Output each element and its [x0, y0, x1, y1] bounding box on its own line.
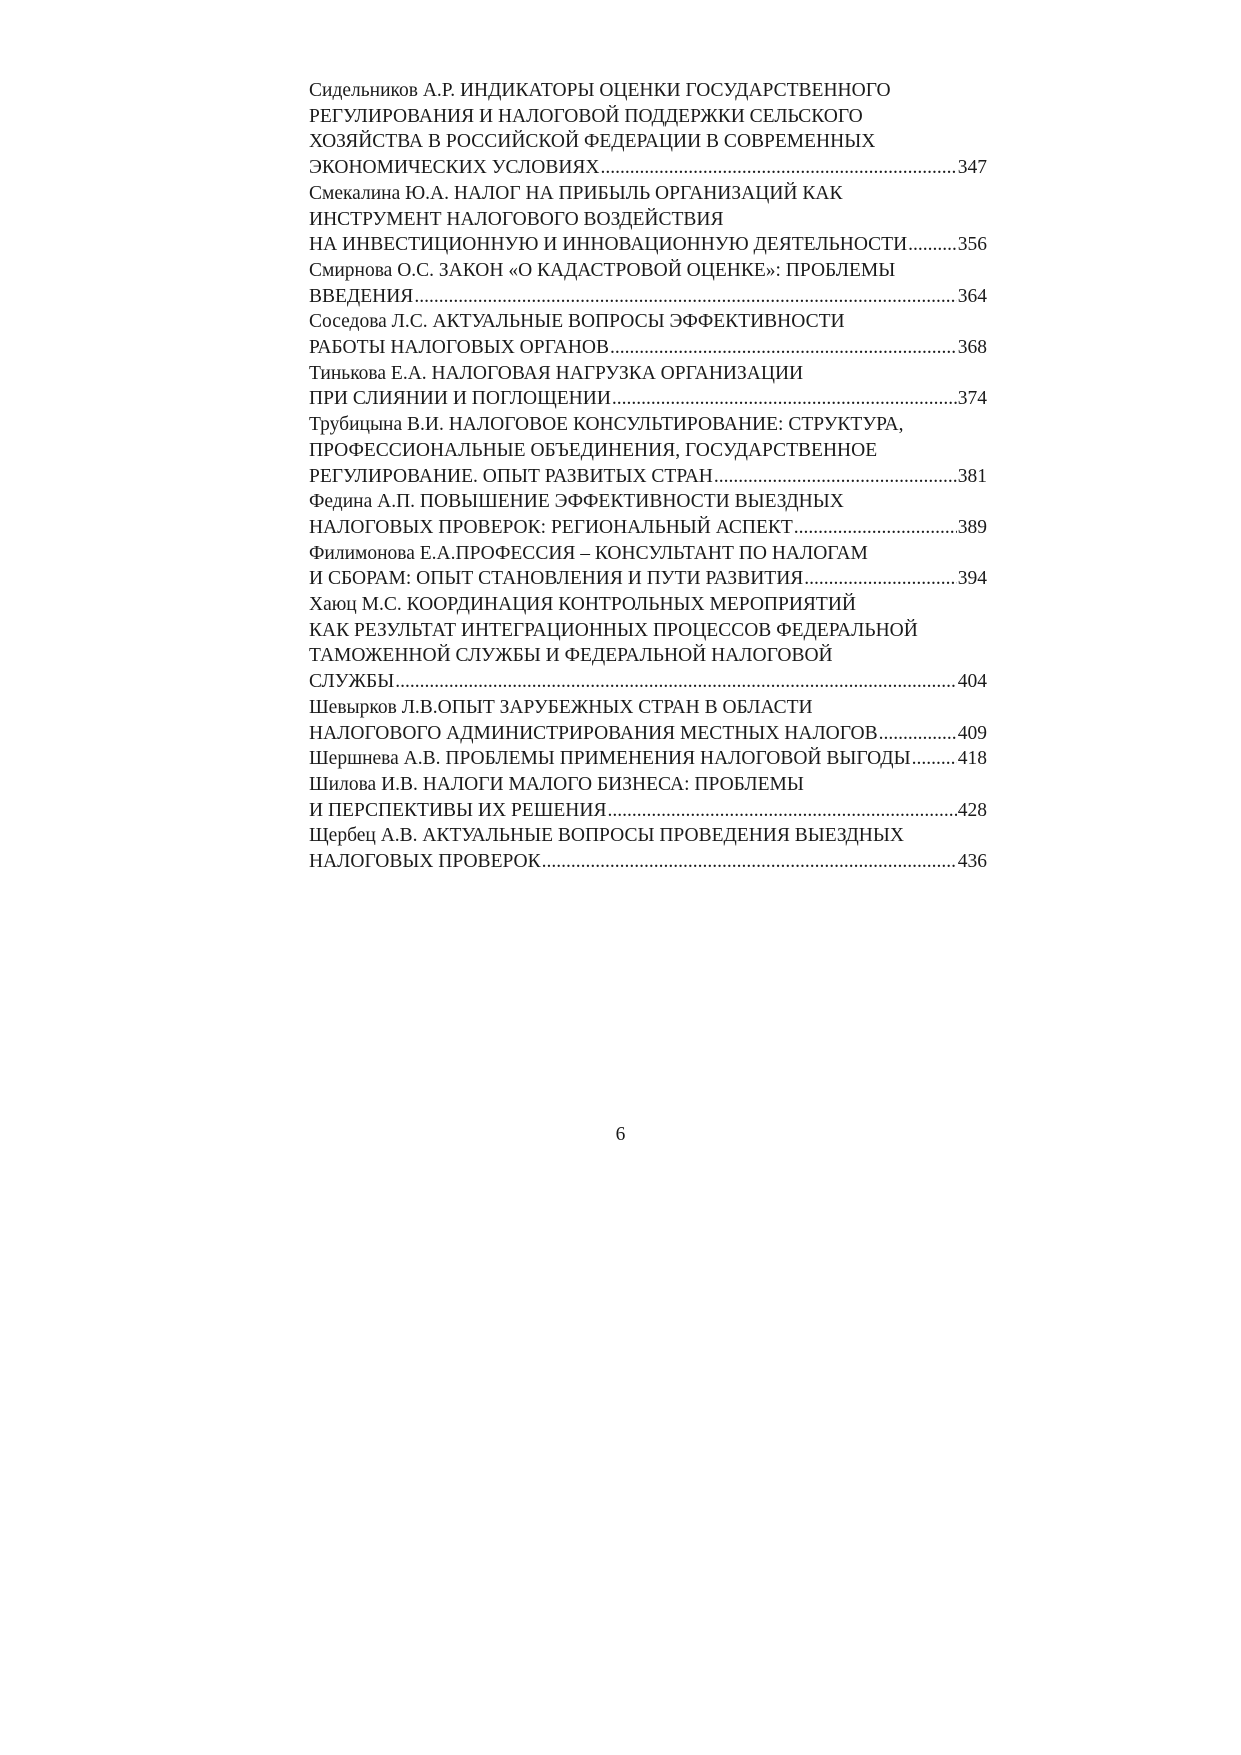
toc-page-number: 418 [957, 748, 987, 770]
toc-entry-line: Щербец А.В. АКТУАЛЬНЫЕ ВОПРОСЫ ПРОВЕДЕНИЯ ВЫЕЗДНЫХ [309, 825, 904, 847]
toc-entry-line: Шилова И.В. НАЛОГИ МАЛОГО БИЗНЕСА: ПРОБЛЕМЫ [309, 773, 804, 795]
dot-leader [794, 515, 957, 541]
toc-entry-line: Федина А.П. ПОВЫШЕНИЕ ЭФФЕКТИВНОСТИ ВЫЕЗДНЫХ [309, 491, 844, 513]
toc-entry-last-line [309, 232, 987, 258]
toc-page-number: 428 [957, 799, 987, 821]
toc-entry[interactable] [309, 78, 987, 181]
toc-entry-line: НАЛОГОВОГО АДМИНИСТРИРОВАНИЯ МЕСТНЫХ НАЛОГОВ [309, 722, 878, 744]
toc-entry-line: Смирнова О.С. ЗАКОН «О КАДАСТРОВОЙ ОЦЕНКЕ»: ПРОБЛЕМЫ [309, 259, 896, 281]
dot-leader [879, 721, 957, 747]
toc-entry-line: Тинькова Е.А. НАЛОГОВАЯ НАГРУЗКА ОРГАНИЗАЦИИ [309, 362, 804, 384]
toc-entry-last-line [309, 798, 987, 824]
toc-entry-line: ЭКОНОМИЧЕСКИХ УСЛОВИЯХ [309, 157, 600, 179]
toc-entry[interactable] [309, 823, 987, 874]
toc-entry-line: СЛУЖБЫ [309, 671, 395, 693]
page-number: 6 [615, 1124, 626, 1145]
toc-page-number: 436 [957, 851, 987, 873]
dot-leader [612, 386, 957, 412]
toc-entry-last-line [309, 721, 987, 747]
dot-leader [804, 566, 956, 592]
dot-leader [607, 798, 956, 824]
toc-entry-line: Филимонова Е.А.ПРОФЕССИЯ – КОНСУЛЬТАНТ ПО НАЛОГАМ [309, 542, 868, 564]
toc-entry-line: КАК РЕЗУЛЬТАТ ИНТЕГРАЦИОННЫХ ПРОЦЕССОВ ФЕДЕРАЛЬНОЙ [309, 619, 918, 641]
toc-entry-line: НАЛОГОВЫХ ПРОВЕРОК: РЕГИОНАЛЬНЫЙ АСПЕКТ [309, 516, 793, 538]
dot-leader [601, 155, 957, 181]
toc-entry[interactable] [309, 258, 987, 309]
toc-entry-last-line [309, 284, 987, 310]
toc-entry[interactable] [309, 181, 987, 258]
toc-page-number: 364 [957, 285, 987, 307]
toc-entry-line: НА ИНВЕСТИЦИОННУЮ И ИННОВАЦИОННУЮ ДЕЯТЕЛЬНОСТИ [309, 234, 908, 256]
toc-entry-last-line [309, 669, 987, 695]
toc-entry[interactable] [309, 309, 987, 360]
toc-entry-line: ТАМОЖЕННОЙ СЛУЖБЫ И ФЕДЕРАЛЬНОЙ НАЛОГОВОЙ [309, 645, 833, 667]
toc-page-number: 404 [957, 671, 987, 693]
toc-page-number: 356 [957, 234, 987, 256]
toc-page-number: 368 [957, 337, 987, 359]
toc-entry-line: И ПЕРСПЕКТИВЫ ИХ РЕШЕНИЯ [309, 799, 607, 821]
dot-leader [542, 849, 957, 875]
toc-page-number: 374 [957, 388, 987, 410]
toc-entry[interactable] [309, 772, 987, 823]
toc-entry-line: РАБОТЫ НАЛОГОВЫХ ОРГАНОВ [309, 337, 610, 359]
dot-leader [714, 464, 957, 490]
toc-entry-last-line [309, 515, 987, 541]
toc-entry-line: Смекалина Ю.А. НАЛОГ НА ПРИБЫЛЬ ОРГАНИЗАЦИЙ КАК [309, 182, 843, 204]
toc-entry-line: ПРИ СЛИЯНИИ И ПОГЛОЩЕНИИ [309, 388, 611, 410]
toc-page-number: 394 [957, 568, 987, 590]
dot-leader [395, 669, 957, 695]
toc-entry-line: Соседова Л.С. АКТУАЛЬНЫЕ ВОПРОСЫ ЭФФЕКТИВНОСТИ [309, 311, 845, 333]
toc-entry-line: Шершнева А.В. ПРОБЛЕМЫ ПРИМЕНЕНИЯ НАЛОГОВОЙ ВЫГОДЫ [309, 748, 911, 770]
toc-entry-last-line [309, 746, 987, 772]
toc-entry-line: Хаюц М.С. КООРДИНАЦИЯ КОНТРОЛЬНЫХ МЕРОПРИЯТИЙ [309, 594, 857, 616]
toc-entry-last-line [309, 566, 987, 592]
toc-entry-line: ПРОФЕССИОНАЛЬНЫЕ ОБЪЕДИНЕНИЯ, ГОСУДАРСТВЕННОЕ [309, 439, 878, 461]
toc-entry-line: И СБОРАМ: ОПЫТ СТАНОВЛЕНИЯ И ПУТИ РАЗВИТИЯ [309, 568, 804, 590]
toc-entry[interactable] [309, 695, 987, 746]
toc-page-number: 381 [957, 465, 987, 487]
toc-entry[interactable] [309, 361, 987, 412]
toc-entry-line: Шевырков Л.В.ОПЫТ ЗАРУБЕЖНЫХ СТРАН В ОБЛАСТИ [309, 696, 813, 718]
toc-entry[interactable] [309, 489, 987, 540]
toc-page-number: 347 [957, 157, 987, 179]
toc-entry-last-line [309, 386, 987, 412]
toc-entry[interactable] [309, 592, 987, 695]
dot-leader [610, 335, 957, 361]
toc-entry[interactable] [309, 746, 987, 772]
toc-page-number: 409 [957, 722, 987, 744]
toc-page-number: 389 [957, 516, 987, 538]
toc-entry-line: ИНСТРУМЕНТ НАЛОГОВОГО ВОЗДЕЙСТВИЯ [309, 208, 724, 230]
dot-leader [414, 284, 956, 310]
toc-entry-line: Трубицына В.И. НАЛОГОВОЕ КОНСУЛЬТИРОВАНИЕ: СТРУКТУРА, [309, 414, 904, 436]
toc-entry-line: РЕГУЛИРОВАНИЯ И НАЛОГОВОЙ ПОДДЕРЖКИ СЕЛЬСКОГО [309, 105, 863, 127]
table-of-contents [309, 78, 987, 875]
toc-entry-line: РЕГУЛИРОВАНИЕ. ОПЫТ РАЗВИТЫХ СТРАН [309, 465, 713, 487]
dot-leader [908, 232, 957, 258]
toc-entry[interactable] [309, 541, 987, 592]
toc-entry-line: Сидельников А.Р. ИНДИКАТОРЫ ОЦЕНКИ ГОСУДАРСТВЕННОГО [309, 80, 891, 101]
toc-entry-last-line [309, 335, 987, 361]
toc-entry[interactable] [309, 412, 987, 489]
toc-entry-last-line [309, 155, 987, 181]
toc-entry-line: ВВЕДЕНИЯ [309, 285, 414, 307]
toc-entry-last-line [309, 849, 987, 875]
dot-leader [912, 746, 957, 772]
toc-entry-line: НАЛОГОВЫХ ПРОВЕРОК [309, 851, 541, 873]
toc-entry-line: ХОЗЯЙСТВА В РОССИЙСКОЙ ФЕДЕРАЦИИ В СОВРЕМЕННЫХ [309, 131, 876, 153]
toc-entry-last-line [309, 464, 987, 490]
